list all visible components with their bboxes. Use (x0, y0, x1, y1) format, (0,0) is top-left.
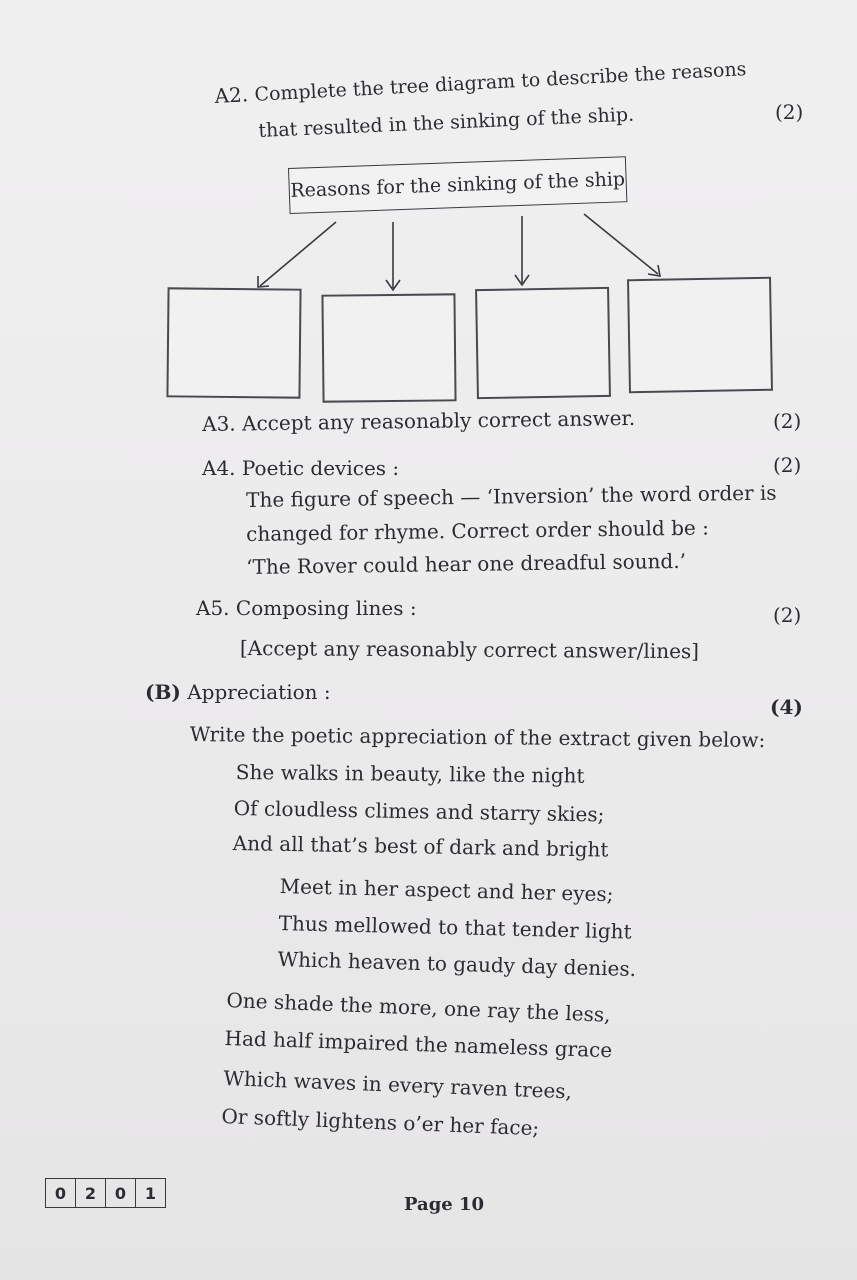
tree-root-label: Reasons for the sinking of the ship (289, 168, 626, 202)
tree-leaf-box-2 (321, 293, 456, 402)
a4-heading: Poetic devices : (241, 456, 400, 480)
a2-line2: that resulted in the sinking of the ship. (258, 103, 635, 142)
a4-line1: The figure of speech — ‘Inversion’ the word order is (246, 480, 777, 512)
paper-code-digit: 2 (76, 1179, 106, 1207)
a5-label: A5. (196, 596, 230, 620)
page-number: Page 10 (404, 1194, 485, 1215)
a5-marks: (2) (773, 603, 802, 627)
poem-line-5: Thus mellowed to that tender light (278, 911, 632, 944)
b-instruction: Write the poetic appreciation of the extract given below: (189, 722, 766, 753)
a3-question (202, 406, 635, 436)
poem-line-4: Meet in her aspect and her eyes; (279, 874, 614, 907)
poem-line-6: Which heaven to gaudy day denies. (277, 947, 637, 982)
tree-leaf-box-1 (166, 287, 301, 398)
tree-leaf-box-4 (627, 277, 773, 393)
a2-line1: Complete the tree diagram to describe the reasons (253, 58, 747, 106)
b-question (145, 680, 331, 704)
tree-leaf-box-3 (475, 287, 611, 399)
poem-line-2: Of cloudless climes and starry skies; (233, 796, 605, 827)
a4-line2: changed for rhyme. Correct order should be : (246, 515, 710, 546)
b-marks: (4) (770, 695, 803, 719)
poem-line-1: She walks in beauty, like the night (235, 760, 585, 788)
paper-code-digit: 0 (46, 1179, 76, 1207)
a2-label: A2. (214, 82, 249, 108)
poem-line-7: One shade the more, one ray the less, (226, 988, 611, 1027)
a4-line3: ‘The Rover could hear one dreadful sound.’ (246, 548, 687, 579)
a2-marks: (2) (775, 100, 804, 124)
arrow-1 (260, 222, 336, 286)
poem-line-3: And all that’s best of dark and bright (232, 831, 609, 862)
a4-label: A4. (202, 456, 236, 480)
a4-question (202, 456, 399, 480)
a4-marks: (2) (773, 453, 802, 477)
paper-code-digit: 1 (144, 1183, 157, 1203)
a3-label: A3. (202, 411, 236, 436)
a5-question (196, 596, 417, 620)
a5-heading: Composing lines : (235, 596, 417, 620)
poem-line-8: Had half impaired the nameless grace (224, 1026, 613, 1063)
b-label: (B) (145, 680, 181, 704)
paper-code-box (45, 1178, 166, 1208)
arrow-4 (584, 214, 658, 274)
a3-text: Accept any reasonably correct answer. (241, 405, 636, 436)
poem-line-10: Or softly lightens o’er her face; (221, 1104, 540, 1141)
b-heading: Appreciation : (187, 680, 331, 704)
paper-code-digit: 0 (106, 1179, 136, 1207)
poem-line-9: Which waves in every raven trees, (223, 1066, 573, 1104)
a3-marks: (2) (773, 409, 802, 433)
a5-note: [Accept any reasonably correct answer/lines] (239, 636, 700, 664)
